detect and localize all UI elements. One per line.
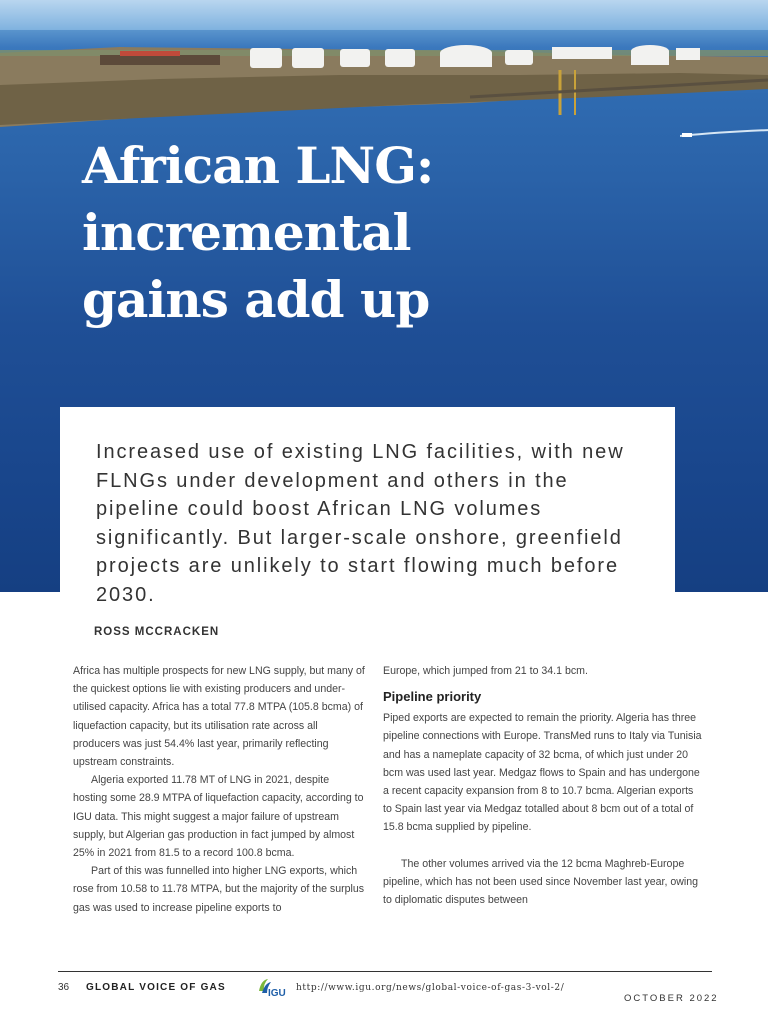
lng-terminal-shoreline — [0, 45, 768, 140]
article-standfirst: Increased use of existing LNG facilities, with new FLNGs under development and others in the pipeline could boost African LNG volumes significantly. But larger-scale onshore, greenfield projects are unlikely to start flowing much before 2030. — [96, 441, 625, 606]
article-title: African LNG: incremental gains add up — [82, 136, 434, 329]
logo-text: IGU — [268, 988, 286, 999]
body-paragraph: Piped exports are expected to remain the priority. Algeria has three pipeline connections with Europe. TransMed runs to Italy via Tunisia and has a nameplate capacity of 32 bcma, of which just under 20 bcm was used last year. Medgaz flows to Spain and has undergone a recent capacity expansion from 8 to 10.7 bcma. Algerian exports to Spain last year via Medgaz totalled about 8 bcm out of a total of 15.8 bcma supplied by pipeline. — [383, 712, 702, 834]
body-paragraph: Algeria exported 11.78 MT of LNG in 2021, despite hosting some 28.9 MTPA of liquefaction capacity, according to IGU data. This might suggest a major failure of upstream supply, but Algerian gas production in fact jumped by almost 25% in 2021 from 81.5 to a record 100.8 bcma. — [73, 774, 364, 860]
issue-date: OCTOBER 2022 — [624, 993, 719, 1004]
magazine-name: GLOBAL VOICE OF GAS — [86, 982, 226, 993]
body-paragraph: Part of this was funnelled into higher LNG exports, which rose from 10.58 to 11.78 MTPA, but the majority of the surplus gas was used to increase pipeline exports to — [73, 865, 365, 914]
section-heading: Pipeline priority — [383, 689, 482, 705]
igu-logo-icon — [256, 977, 292, 1003]
page-number: 36 — [58, 982, 70, 993]
author-byline: ROSS MCCRACKEN — [94, 626, 220, 638]
body-paragraph: Europe, which jumped from 21 to 34.1 bcm. — [383, 665, 588, 677]
boat-wake — [680, 128, 768, 140]
body-column-left — [73, 662, 365, 917]
article-url-link[interactable]: http://www.igu.org/news/global-voice-of-gas-3-vol-2/ — [296, 983, 565, 993]
sky — [0, 0, 768, 30]
body-column-right — [383, 662, 703, 909]
body-paragraph: Africa has multiple prospects for new LNG supply, but many of the quickest options lie with existing producers and under-utilised capacity. Africa has a total 77.8 MTPA (105.8 bcma) of liquefaction capacity, but its utilisation rate across all producers was just 54.4% last year, primarily reflecting upstream constraints. — [73, 665, 365, 769]
footer-rule — [58, 971, 712, 972]
body-paragraph: The other volumes arrived via the 12 bcma Maghreb-Europe pipeline, which has not been used since November last year, owing to diplomatic disputes between — [383, 857, 699, 907]
